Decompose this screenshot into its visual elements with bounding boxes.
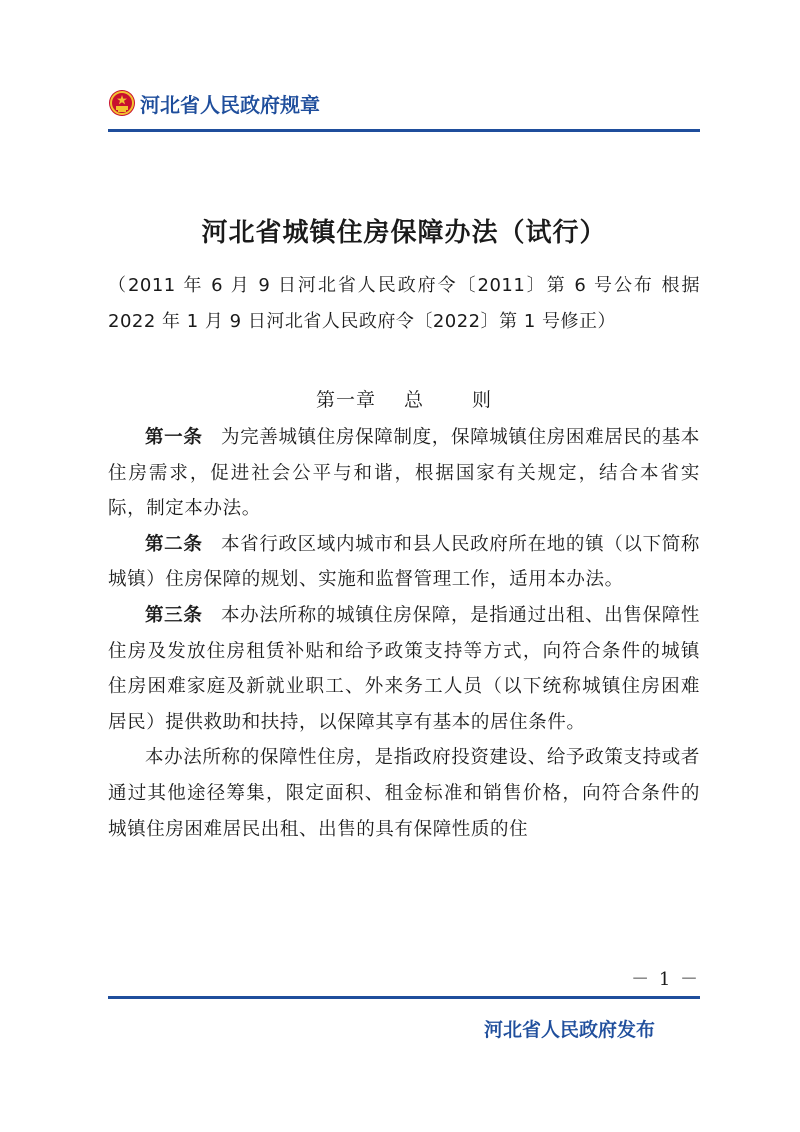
chapter-name-part1: 总 <box>403 389 424 411</box>
paragraph-text: 为完善城镇住房保障制度，保障城镇住房困难居民的基本住房需求，促进社会公平与和谐，根据国家有关规定，结合本省实际，制定本办法。 <box>108 427 700 520</box>
paragraph <box>108 740 700 847</box>
subtitle-line-2: 2022 年 1 月 9 日河北省人民政府令〔2022〕第 1 号修正） <box>108 311 617 332</box>
chapter-heading <box>108 385 700 412</box>
paragraph <box>108 598 700 740</box>
article-label: 第二条 <box>145 533 203 555</box>
document-title: 河北省城镇住房保障办法（试行） <box>201 218 607 248</box>
header-title: 河北省人民政府规章 <box>140 92 320 117</box>
footer-divider <box>108 996 700 999</box>
article-label: 第一条 <box>145 427 203 448</box>
document-subtitle <box>108 268 700 340</box>
document-header <box>108 86 320 120</box>
article-label: 第三条 <box>145 604 203 626</box>
chapter-number: 第一章 <box>315 389 376 411</box>
paragraph-text: 本办法所称的保障性住房，是指政府投资建设、给予政策支持或者通过其他途径筹集，限定面积、租金标准和销售价格，向符合条件的城镇住房困难居民出租、出售的具有保障性质的住 <box>108 747 700 840</box>
page-number: － 1 － <box>631 969 700 990</box>
paragraph-text: 本省行政区域内城市和县人民政府所在地的镇（以下简称城镇）住房保障的规划、实施和监督管理工作，适用本办法。 <box>108 533 700 591</box>
footer-publisher: 河北省人民政府发布 <box>484 1019 656 1041</box>
header-divider <box>108 129 700 132</box>
paragraph-text: 本办法所称的城镇住房保障，是指通过出租、出售保障性住房及发放住房租赁补贴和给予政策支持等方式，向符合条件的城镇住房困难家庭及新就业职工、外来务工人员（以下统称城镇住房困难居民）提供救助和扶持，以保障其享有基本的居住条件。 <box>108 604 700 733</box>
national-emblem-icon <box>108 89 136 117</box>
paragraph <box>108 420 700 527</box>
chapter-name-part2: 则 <box>472 389 493 411</box>
subtitle-line-1: （2011 年 6 月 9 日河北省人民政府令〔2011〕第 6 号公布 根据 <box>108 275 700 296</box>
paragraph <box>108 527 700 598</box>
document-body <box>108 420 700 847</box>
